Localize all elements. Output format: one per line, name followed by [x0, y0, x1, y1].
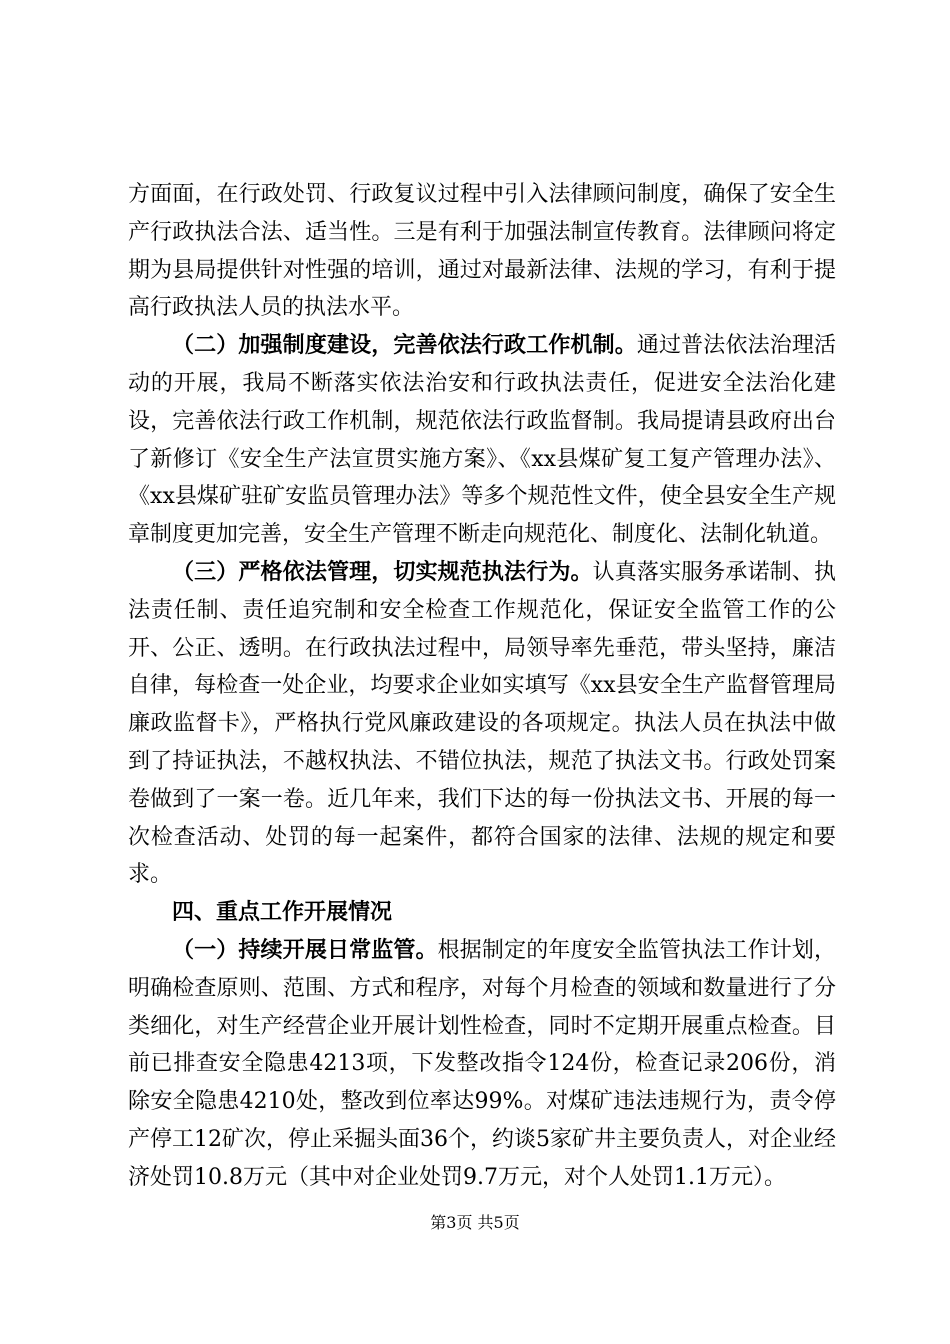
paragraph-2-lead: （二）加强制度建设，完善依法行政工作机制。: [172, 332, 637, 359]
paragraph-1-text: 方面面，在行政处罚、行政复议过程中引入法律顾问制度，确保了安全生产行政执法合法、适当性。三是有利于加强法制宣传教育。法律顾问将定期为县局提供针对性强的培训，通过对最新法律、法规的学习，有利于提高行政执法人员的执法水平。: [128, 182, 836, 321]
paragraph-5: [128, 932, 836, 1197]
paragraph-3: [128, 554, 836, 894]
paragraph-3-lead: （三）严格依法管理，切实规范执法行为。: [172, 558, 593, 585]
page-number-footer: 第3页 共5页: [430, 1213, 520, 1232]
paragraph-1: [128, 176, 836, 327]
document-body: [128, 176, 836, 1197]
section-heading-4: 四、重点工作开展情况: [172, 899, 393, 926]
paragraph-5-lead: （一）持续开展日常监管。: [172, 936, 438, 963]
paragraph-3-text: 认真落实服务承诺制、执法责任制、责任追究制和安全检查工作规范化，保证安全监管工作的公开、公正、透明。在行政执法过程中，局领导率先垂范，带头坚持，廉洁自律，每检查一处企业，均要求企业如实填写《xx县安全生产监督管理局廉政监督卡》，严格执行党风廉政建设的各项规定。执法人员在执法中做到了持证执法，不越权执法、不错位执法，规范了执法文书。行政处罚案卷做到了一案一卷。近几年来，我们下达的每一份执法文书、开展的每一次检查活动、处罚的每一起案件，都符合国家的法律、法规的规定和要求。: [128, 559, 836, 888]
paragraph-2-text: 通过普法依法治理活动的开展，我局不断落实依法治安和行政执法责任，促进安全法治化建设，完善依法行政工作机制，规范依法行政监督制。我局提请县政府出台了新修订《安全生产法宣贯实施方案》、《xx县煤矿复工复产管理办法》、《xx县煤矿驻矿安监员管理办法》等多个规范性文件，使全县安全生产规章制度更加完善，安全生产管理不断走向规范化、制度化、法制化轨道。: [128, 333, 836, 548]
paragraph-2: [128, 327, 836, 554]
paragraph-5-text: 根据制定的年度安全监管执法工作计划，明确检查原则、范围、方式和程序，对每个月检查的领域和数量进行了分类细化，对生产经营企业开展计划性检查，同时不定期开展重点检查。目前已排查安全隐患4213项，下发整改指令124份，检查记录206份，消除安全隐患4210处，整改到位率达99%。对煤矿违法违规行为，责令停产停工12矿次，停止采掘头面36个，约谈5家矿井主要负责人，对企业经济处罚10.8万元（其中对企业处罚9.7万元，对个人处罚1.1万元）。: [128, 937, 836, 1190]
